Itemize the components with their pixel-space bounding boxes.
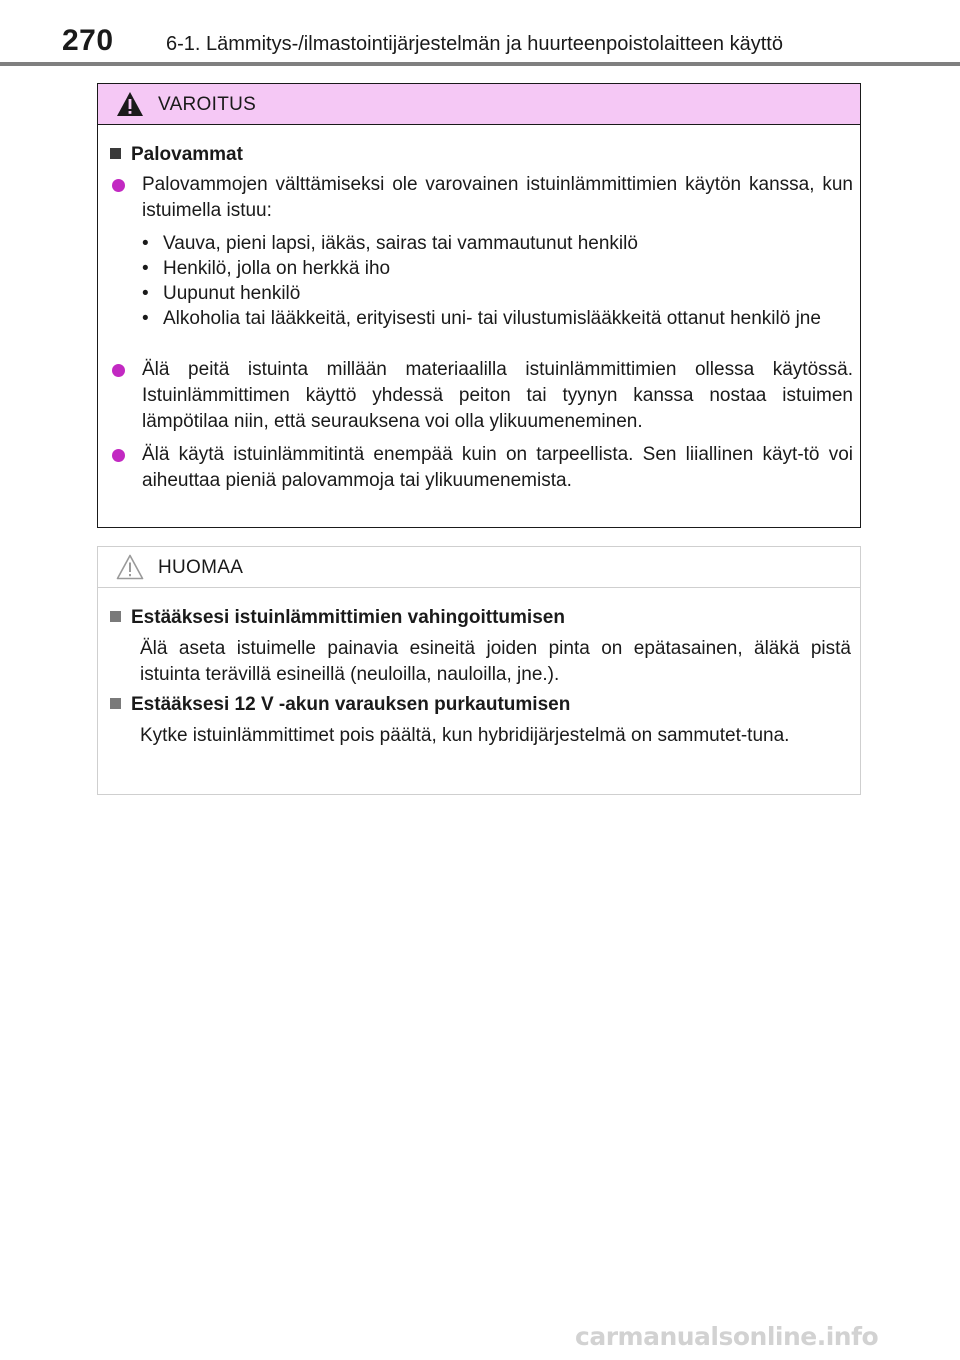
header-rule <box>0 62 960 66</box>
watermark <box>575 1322 945 1356</box>
list-item <box>142 231 853 256</box>
page-number: 270 <box>62 24 114 57</box>
notice-paragraph-1: Älä aseta istuimelle painavia esineitä joiden pinta on epätasainen, äläkä pistä istuinta terävillä esineillä (neuloilla, nauloilla, jne.). <box>140 638 851 685</box>
warning-item-3-text: Älä käytä istuinlämmitintä enempää kuin on tarpeellista. Sen liiallinen käyt-tö voi aiheuttaa pieniä palovammoja tai ylikuumenemista. <box>142 444 853 491</box>
notice-heading-2 <box>110 694 570 716</box>
circle-bullet-icon <box>112 449 125 462</box>
bullet-point-icon: • <box>142 233 149 254</box>
warning-label: VAROITUS <box>158 94 257 115</box>
notice-paragraph-2: Kytke istuinlämmittimet pois päältä, kun hybridijärjestelmä on sammutet-tuna. <box>140 725 790 746</box>
watermark-text: carmanualsonline.info <box>575 1322 879 1351</box>
warning-item-2-text: Älä peitä istuinta millään materiaalilla istuinlämmittimien ollessa käytössä. Istuinlämmittimen käyttö yhdessä peiton tai tyynyn kanssa nostaa istuimen lämpötilaa niin, että seurauksena voi olla ylikuumeneminen. <box>142 359 853 432</box>
notice-heading-1 <box>110 607 565 629</box>
square-bullet-icon <box>110 611 121 622</box>
notice-label: HUOMAA <box>158 557 244 578</box>
bullet-point-icon: • <box>142 283 149 304</box>
warning-heading <box>110 144 243 166</box>
warning-item-3 <box>112 442 853 494</box>
circle-bullet-icon <box>112 179 125 192</box>
warning-item-2 <box>112 357 853 435</box>
list-item <box>142 306 853 331</box>
circle-bullet-icon <box>112 364 125 377</box>
warning-triangle-icon <box>116 91 144 117</box>
bullet-point-icon: • <box>142 308 149 329</box>
warning-heading-text: Palovammat <box>131 144 243 165</box>
page-header <box>62 24 922 64</box>
chapter-title: 6-1. Lämmitys-/ilmastointijärjestelmän ja huurteenpoistolaitteen käyttö <box>166 33 783 55</box>
list-item-text: Alkoholia tai lääkkeitä, erityisesti uni- tai vilustumislääkkeitä ottanut henkilö jne <box>163 308 821 329</box>
list-item <box>142 256 853 281</box>
list-item-text: Henkilö, jolla on herkkä iho <box>163 258 391 279</box>
list-item <box>142 281 853 306</box>
warning-content <box>98 124 860 527</box>
notice-content <box>98 587 860 794</box>
square-bullet-icon <box>110 698 121 709</box>
notice-header <box>98 547 860 588</box>
square-bullet-icon <box>110 148 121 159</box>
list-item-text: Uupunut henkilö <box>163 283 301 304</box>
notice-heading-2-text: Estääksesi 12 V -akun varauksen purkautumisen <box>131 694 571 715</box>
notice-box <box>97 546 861 795</box>
warning-header <box>98 84 860 125</box>
warning-box <box>97 83 861 528</box>
warning-item-1-text: Palovammojen välttämiseksi ole varovainen istuinlämmittimien käytön kanssa, kun istuimella istuu: <box>142 174 853 221</box>
warning-item-1 <box>112 172 853 224</box>
bullet-point-icon: • <box>142 258 149 279</box>
list-item-text: Vauva, pieni lapsi, iäkäs, sairas tai vammautunut henkilö <box>163 233 638 254</box>
notice-heading-1-text: Estääksesi istuinlämmittimien vahingoittumisen <box>131 607 565 628</box>
caution-triangle-outline-icon <box>116 554 144 580</box>
